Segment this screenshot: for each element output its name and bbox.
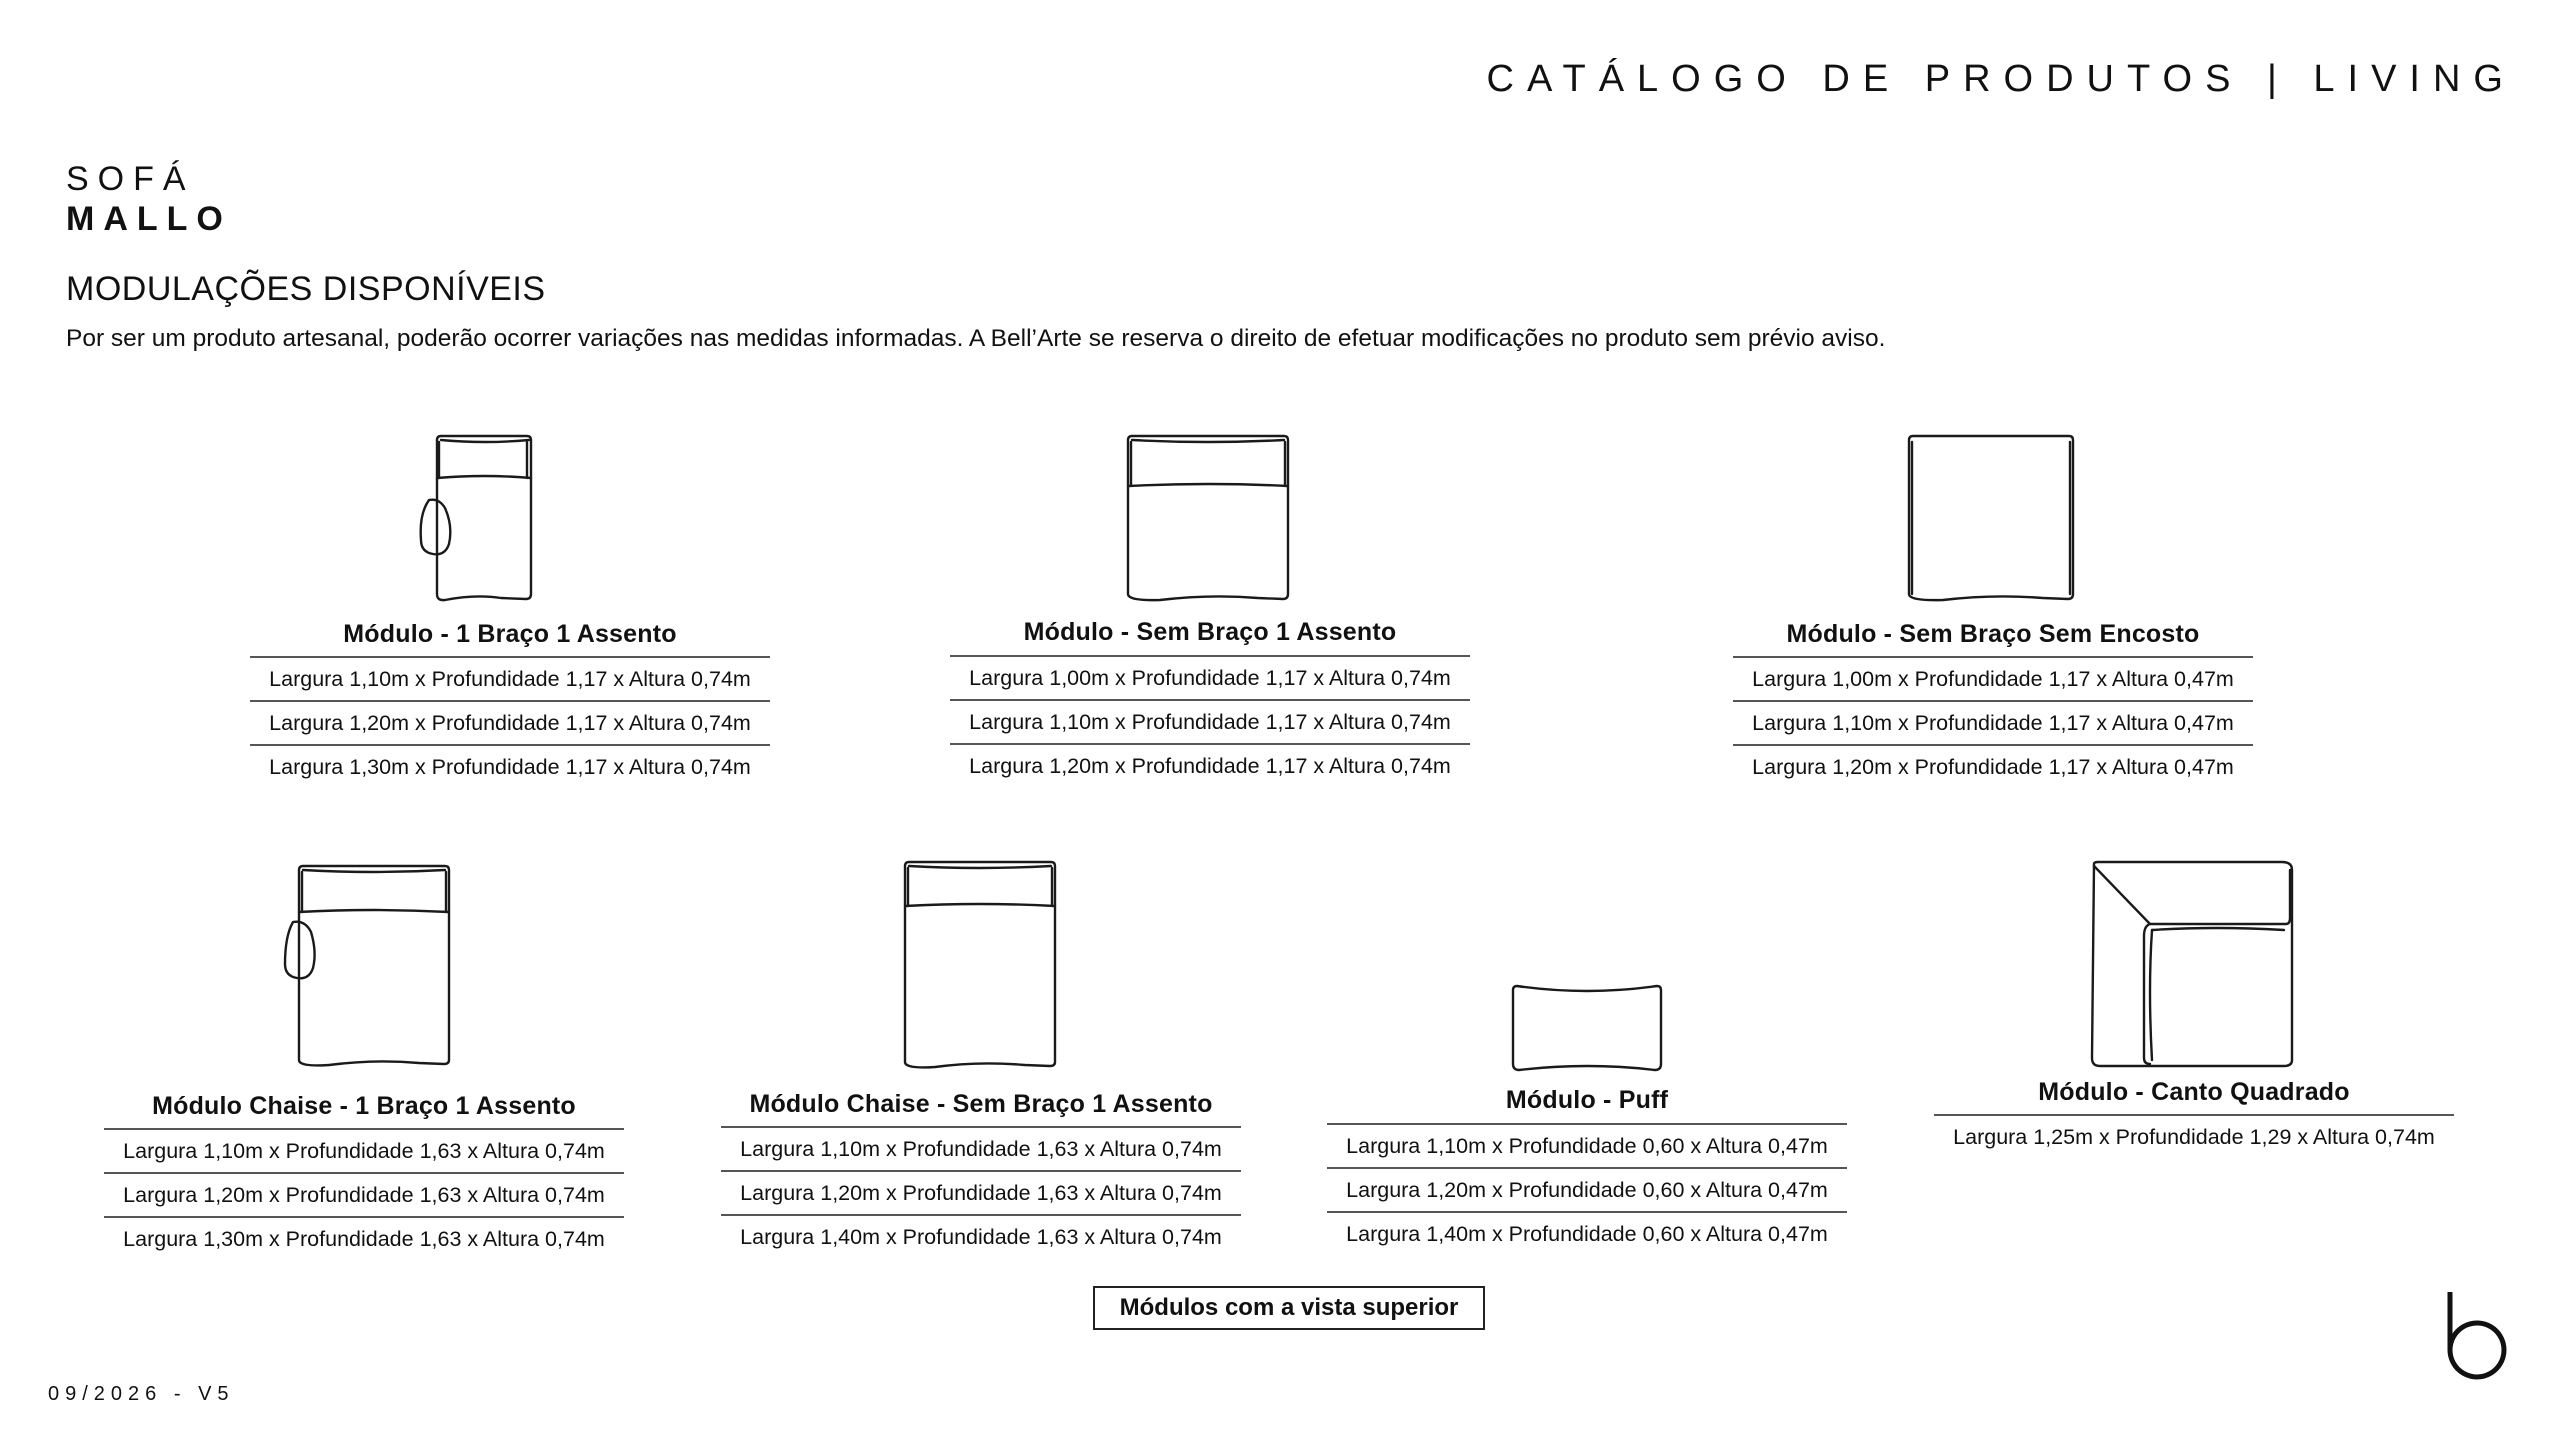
view-caption: Módulos com a vista superior [1093,1286,1485,1330]
dimension-row: Largura 1,25m x Profundidade 1,29 x Altura 0,74m [1934,1114,2454,1158]
module-name: Módulo - Puff [1505,1086,1669,1114]
chaise-armless-module-icon [901,860,1061,1070]
version-label: 09/2026 - V5 [48,1383,235,1405]
product-kind: SOFÁ [66,160,195,198]
bellarte-b-logo-icon [2444,1290,2508,1382]
dimension-row: Largura 1,20m x Profundidade 1,63 x Altura 0,74m [104,1172,624,1216]
dimension-row: Largura 1,40m x Profundidade 1,63 x Altura 0,74m [721,1214,1241,1258]
sofa-armless-module-icon [1124,434,1296,609]
dimension-row: Largura 1,20m x Profundidade 0,60 x Altura 0,47m [1327,1167,1847,1211]
dimension-row: Largura 1,00m x Profundidade 1,17 x Altura 0,47m [1733,656,2253,700]
sofa-one-arm-module-icon [415,434,605,609]
module-name: Módulo Chaise - Sem Braço 1 Assento [749,1090,1213,1118]
dimension-row: Largura 1,10m x Profundidade 1,17 x Altura 0,47m [1733,700,2253,744]
dimension-row: Largura 1,20m x Profundidade 1,17 x Altura 0,47m [1733,744,2253,788]
chaise-one-arm-module-icon [279,864,459,1074]
catalog-title: CATÁLOGO DE PRODUTOS | LIVING [1486,58,2516,100]
square-corner-module-icon [2086,860,2298,1070]
module-name: Módulo - 1 Braço 1 Assento [343,620,677,648]
dimension-row: Largura 1,10m x Profundidade 0,60 x Altura 0,47m [1327,1123,1847,1167]
section-title: MODULAÇÕES DISPONÍVEIS [66,270,546,308]
dimension-row: Largura 1,10m x Profundidade 1,17 x Altura 0,74m [250,656,770,700]
dimension-row: Largura 1,10m x Profundidade 1,63 x Altura 0,74m [104,1128,624,1172]
module-name: Módulo Chaise - 1 Braço 1 Assento [152,1092,576,1120]
module-name: Módulo - Sem Braço Sem Encosto [1786,620,2200,648]
dimension-row: Largura 1,20m x Profundidade 1,17 x Altura 0,74m [250,700,770,744]
product-name: MALLO [66,200,232,238]
dimension-row: Largura 1,30m x Profundidade 1,17 x Altura 0,74m [250,744,770,788]
module-name: Módulo - Sem Braço 1 Assento [1023,618,1397,646]
dimension-row: Largura 1,10m x Profundidade 1,17 x Altura 0,74m [950,699,1470,743]
dimension-row: Largura 1,10m x Profundidade 1,63 x Altura 0,74m [721,1126,1241,1170]
disclaimer-text: Por ser um produto artesanal, poderão ocorrer variações nas medidas informadas. A Bell’Arte se reserva o direito de efetuar modificações no produto sem prévio aviso. [66,325,1886,352]
sofa-no-back-module-icon [1905,434,2081,609]
module-name: Módulo - Canto Quadrado [2038,1078,2350,1106]
dimension-row: Largura 1,20m x Profundidade 1,63 x Altura 0,74m [721,1170,1241,1214]
dimension-row: Largura 1,00m x Profundidade 1,17 x Altura 0,74m [950,655,1470,699]
dimension-row: Largura 1,30m x Profundidade 1,63 x Altura 0,74m [104,1216,624,1260]
dimension-row: Largura 1,40m x Profundidade 0,60 x Altura 0,47m [1327,1211,1847,1255]
puff-module-icon [1509,982,1665,1074]
dimension-row: Largura 1,20m x Profundidade 1,17 x Altura 0,74m [950,743,1470,787]
